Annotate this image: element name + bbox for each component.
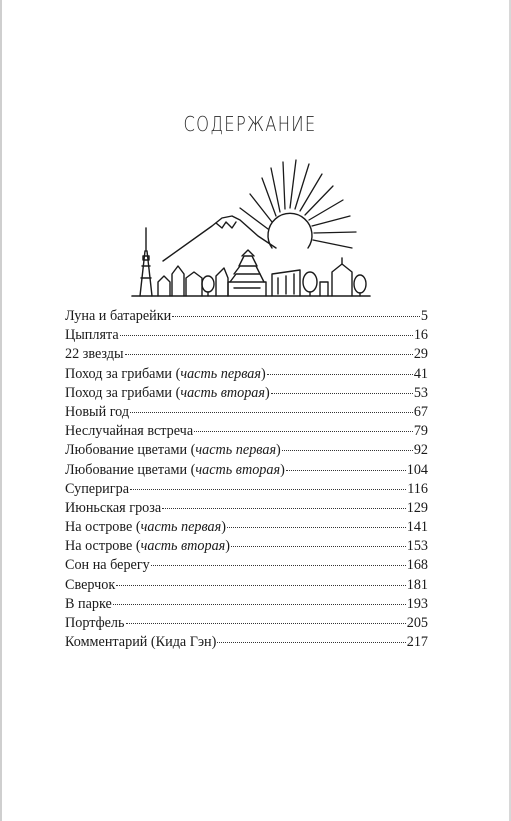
toc-entry-title-text: В парке bbox=[65, 595, 112, 612]
dot-leader bbox=[267, 374, 413, 375]
toc-entry-page-number: 67 bbox=[413, 403, 428, 420]
toc-entry-title bbox=[65, 499, 161, 518]
toc-entry-title-text: Новый год bbox=[65, 403, 130, 420]
toc-entry-title-text: Любование цветами ( bbox=[65, 442, 196, 459]
castle bbox=[228, 250, 266, 296]
toc-entry[interactable] bbox=[65, 518, 428, 537]
toc-entry-title-suffix: ) bbox=[280, 461, 285, 478]
town-houses bbox=[158, 266, 228, 296]
toc-entry[interactable] bbox=[65, 480, 428, 499]
toc-entry-title-text: Любование цветами ( bbox=[65, 461, 196, 478]
toc-entry-title-suffix: ) bbox=[265, 384, 270, 401]
dot-leader bbox=[130, 489, 406, 490]
toc-entry-title bbox=[65, 537, 230, 556]
toc-entry-title bbox=[65, 345, 124, 364]
dot-leader bbox=[120, 335, 413, 336]
toc-entry-page-number: 168 bbox=[406, 557, 428, 574]
toc-entry-page-number: 92 bbox=[413, 442, 428, 459]
dot-leader bbox=[113, 604, 406, 605]
toc-entry[interactable] bbox=[65, 441, 428, 460]
dot-leader bbox=[126, 623, 406, 624]
toc-entry-title bbox=[65, 633, 216, 652]
toc-entry-page-number: 53 bbox=[413, 384, 428, 401]
dot-leader bbox=[125, 354, 413, 355]
toc-entry-page-number: 181 bbox=[406, 576, 428, 593]
toc-entry-title bbox=[65, 595, 112, 614]
dot-leader bbox=[282, 450, 413, 451]
toc-entry[interactable] bbox=[65, 537, 428, 556]
toc-entry[interactable] bbox=[65, 595, 428, 614]
toc-entry[interactable] bbox=[65, 422, 428, 441]
toc-entry-page-number: 153 bbox=[406, 538, 428, 555]
toc-entry[interactable] bbox=[65, 326, 428, 345]
table-of-contents bbox=[65, 307, 428, 652]
toc-entry-page-number: 79 bbox=[413, 423, 428, 440]
dot-leader bbox=[162, 508, 406, 509]
toc-entry-part-label: часть первая bbox=[195, 442, 277, 459]
dot-leader bbox=[172, 316, 420, 317]
toc-entry-title-text: Луна и батарейки bbox=[65, 308, 172, 324]
dot-leader bbox=[151, 565, 406, 566]
dot-leader bbox=[217, 642, 405, 643]
toc-entry[interactable] bbox=[65, 499, 428, 518]
toc-entry-title-text: На острове ( bbox=[65, 538, 141, 555]
toc-entry-page-number: 104 bbox=[406, 461, 428, 478]
toc-entry-title-text: На острове ( bbox=[65, 519, 141, 536]
toc-entry-title bbox=[65, 365, 266, 384]
toc-entry-title-suffix: ) bbox=[260, 365, 266, 382]
toc-entry-title-text: Суперигра bbox=[65, 480, 129, 497]
toc-entry-title bbox=[65, 307, 171, 326]
dot-leader bbox=[286, 470, 406, 471]
toc-entry-title-text: 22 звезды bbox=[65, 346, 124, 363]
toc-entry-page-number: 16 bbox=[413, 327, 428, 344]
toc-entry[interactable] bbox=[65, 345, 428, 364]
toc-entry-title-text: Поход за грибами ( bbox=[65, 365, 181, 382]
toc-entry-title bbox=[65, 556, 150, 575]
toc-entry-title bbox=[65, 576, 115, 595]
toc-entry[interactable] bbox=[65, 307, 428, 326]
toc-entry-page-number: 116 bbox=[407, 480, 428, 497]
toc-entry-title bbox=[65, 614, 125, 633]
toc-entry[interactable] bbox=[65, 576, 428, 595]
toc-entry[interactable] bbox=[65, 556, 428, 575]
dot-leader bbox=[231, 546, 406, 547]
dot-leader bbox=[130, 412, 413, 413]
toc-entry-title bbox=[65, 518, 226, 537]
toc-entry[interactable] bbox=[65, 403, 428, 422]
toc-entry-title-text: Комментарий (Кида Гэн) bbox=[65, 634, 217, 651]
dot-leader bbox=[271, 393, 413, 394]
toc-entry-title-text: Сон на берегу bbox=[65, 557, 150, 574]
toc-entry-title bbox=[65, 384, 270, 403]
toc-entry[interactable] bbox=[65, 633, 428, 652]
toc-entry-page-number: 41 bbox=[413, 365, 428, 382]
tokyo-tower bbox=[140, 228, 152, 296]
japan-skyline-illustration-icon bbox=[128, 156, 374, 298]
toc-entry[interactable] bbox=[65, 384, 428, 403]
toc-entry[interactable] bbox=[65, 365, 428, 384]
page-title: СОДЕРЖАНИЕ bbox=[183, 112, 317, 136]
toc-entry-page-number: 217 bbox=[406, 634, 428, 651]
toc-entry-page-number: 129 bbox=[406, 499, 428, 516]
dot-leader bbox=[227, 527, 406, 528]
toc-entry-title-text: Сверчок bbox=[65, 576, 116, 593]
toc-entry-title bbox=[65, 480, 129, 499]
dot-leader bbox=[116, 585, 405, 586]
toc-entry-title-text: Июньская гроза bbox=[65, 499, 162, 516]
toc-entry-title bbox=[65, 441, 281, 460]
toc-entry-title bbox=[65, 422, 193, 441]
toc-entry-part-label: часть первая bbox=[180, 365, 261, 382]
city-buildings bbox=[272, 258, 366, 296]
page-edge-left bbox=[0, 0, 2, 821]
toc-entry-page-number: 29 bbox=[413, 346, 428, 363]
toc-entry-title-suffix: ) bbox=[225, 538, 231, 555]
toc-entry-title-text: Портфель bbox=[65, 615, 125, 631]
toc-entry-page-number: 205 bbox=[406, 615, 428, 631]
dot-leader bbox=[194, 431, 413, 432]
toc-entry-title-text: Поход за грибами ( bbox=[65, 384, 181, 401]
toc-entry-part-label: часть вторая bbox=[180, 384, 266, 401]
toc-entry-title-suffix: ) bbox=[221, 519, 226, 536]
toc-entry-title-suffix: ) bbox=[276, 442, 281, 459]
toc-entry-title bbox=[65, 403, 129, 422]
toc-entry-page-number: 193 bbox=[406, 595, 428, 612]
toc-entry-title-text: Неслучайная встреча bbox=[65, 423, 194, 440]
toc-entry-part-label: часть первая bbox=[140, 519, 222, 536]
toc-entry[interactable] bbox=[65, 461, 428, 480]
sun bbox=[268, 213, 312, 248]
toc-entry-part-label: часть вторая bbox=[140, 538, 226, 555]
toc-entry-title-text: Цыплята bbox=[65, 327, 119, 344]
toc-entry-title bbox=[65, 326, 119, 345]
toc-entry-page-number: 141 bbox=[406, 519, 428, 536]
toc-entry-part-label: часть вторая bbox=[195, 461, 281, 478]
toc-entry[interactable] bbox=[65, 614, 428, 633]
toc-entry-page-number: 5 bbox=[420, 308, 428, 324]
toc-entry-title bbox=[65, 461, 285, 480]
